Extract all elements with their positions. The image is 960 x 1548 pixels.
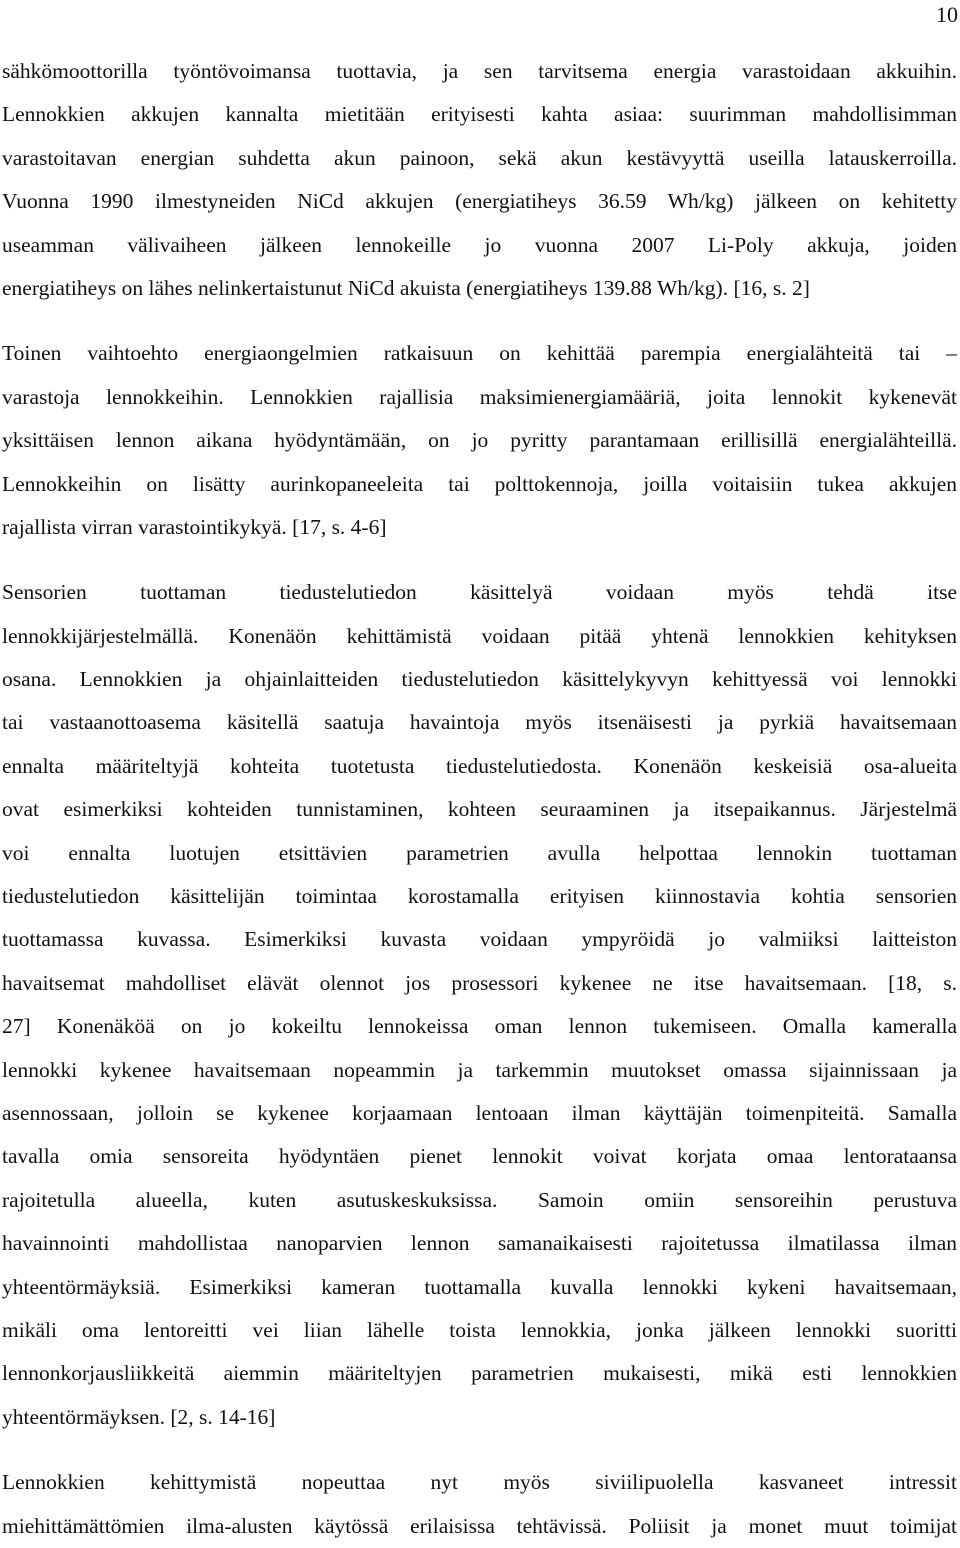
document-body <box>2 50 957 1548</box>
text-line: Lennokkeihin on lisätty aurinkopaneeleita tai polttokennoja, joilla voitaisiin tukea akkujen <box>2 471 957 496</box>
text-line: Toinen vaihtoehto energiaongelmien ratkaisuun on kehittää parempia energialähteitä tai – <box>2 341 957 366</box>
text-line: osana. Lennokkien ja ohjainlaitteiden tiedustelutiedon käsittelykyvyn kehittyessä voi lennokki <box>2 667 957 692</box>
paragraph-gap <box>2 310 957 332</box>
text-line: Vuonna 1990 ilmestyneiden NiCd akkujen (energiatiheys 36.59 Wh/kg) jälkeen on kehitetty <box>2 189 957 214</box>
text-line: ennalta määriteltyjä kohteita tuotetusta tiedustelutiedosta. Konenäön keskeisiä osa-alueita <box>2 753 957 778</box>
text-line: yhteentörmäyksiä. Esimerkiksi kameran tuottamalla kuvalla lennokki kykeni havaitsemaan, <box>2 1274 957 1299</box>
text-line: Sensorien tuottaman tiedustelutiedon käsittelyä voidaan myös tehdä itse <box>2 580 957 605</box>
text-line: useamman välivaiheen jälkeen lennokeille jo vuonna 2007 Li-Poly akkuja, joiden <box>2 232 957 257</box>
paragraph-gap <box>2 1439 957 1461</box>
paragraph-energy-sources <box>2 332 957 549</box>
paragraph-civilian-use <box>2 1461 957 1548</box>
text-line: lennokkijärjestelmällä. Konenäön kehittämistä voidaan pitää yhtenä lennokkien kehityksen <box>2 623 957 648</box>
text-line: rajoitetulla alueella, kuten asutuskeskuksissa. Samoin omiin sensoreihin perustuva <box>2 1187 957 1212</box>
text-line: sähkömoottorilla työntövoimansa tuottavia, ja sen tarvitsema energia varastoidaan akkuihin. <box>2 59 957 83</box>
text-line: rajallista virran varastointikykyä. [17, s. 4-6] <box>2 514 387 539</box>
text-line: energiatiheys on lähes nelinkertaistunut NiCd akuista (energiatiheys 139.88 Wh/kg). [16, s. 2] <box>2 275 810 300</box>
text-line: Lennokkien akkujen kannalta mietitään erityisesti kahta asiaa: suurimman mahdollisimman <box>2 102 957 127</box>
text-line: voi ennalta luotujen etsittävien parametrien avulla helpottaa lennokin tuottaman <box>2 840 957 865</box>
paragraph-gap <box>2 549 957 571</box>
paragraph-computer-vision <box>2 571 957 1439</box>
text-line: asennossaan, jolloin se kykenee korjaamaan lentoaan ilman käyttäjän toimenpiteitä. Samalla <box>2 1100 957 1125</box>
text-line: miehittämättömien ilma-alusten käytössä erilaisissa tehtävissä. Poliisit ja monet muut toimijat <box>2 1513 957 1538</box>
text-line: havaitsemat mahdolliset elävät olennot jos prosessori kykenee ne itse havaitsemaan. [18, s. <box>2 970 957 995</box>
text-line: lennonkorjausliikkeitä aiemmin määriteltyjen parametrien mukaisesti, mikä esti lennokkien <box>2 1361 957 1386</box>
text-line: varastoitavan energian suhdetta akun painoon, sekä akun kestävyyttä useilla latauskerroilla. <box>2 145 957 170</box>
text-line: 27] Konenäköä on jo kokeiltu lennokeissa oman lennon tukemiseen. Omalla kameralla <box>2 1014 957 1039</box>
text-line: lennokki kykenee havaitsemaan nopeammin ja tarkemmin muutokset omassa sijainnissaan ja <box>2 1057 957 1082</box>
paragraph-batteries <box>2 50 957 310</box>
text-line: mikäli oma lentoreitti vei liian lähelle toista lennokkia, jonka jälkeen lennokki suoritti <box>2 1317 957 1342</box>
text-line: tavalla omia sensoreita hyödyntäen pienet lennokit voivat korjata omaa lentorataansa <box>2 1144 957 1169</box>
text-line: yhteentörmäyksen. [2, s. 14-16] <box>2 1404 276 1429</box>
text-line: Lennokkien kehittymistä nopeuttaa nyt myös siviilipuolella kasvaneet intressit <box>2 1470 957 1495</box>
text-line: varastoja lennokkeihin. Lennokkien rajallisia maksimienergiamääriä, joita lennokit kykenevät <box>2 384 957 409</box>
text-line: ovat esimerkiksi kohteiden tunnistaminen, kohteen seuraaminen ja itsepaikannus. Järjestelmä <box>2 797 957 822</box>
page-number: 10 <box>936 2 958 27</box>
text-line: havainnointi mahdollistaa nanoparvien lennon samanaikaisesti rajoitetussa ilmatilassa ilman <box>2 1231 957 1256</box>
text-line: yksittäisen lennon aikana hyödyntämään, on jo pyritty parantamaan erillisillä energialähteillä. <box>2 428 957 453</box>
text-line: tai vastaanottoasema käsitellä saatuja havaintoja myös itsenäisesti ja pyrkiä havaitsemaan <box>2 710 957 735</box>
text-line: tuottamassa kuvassa. Esimerkiksi kuvasta voidaan ympyröidä jo valmiiksi laitteiston <box>2 927 957 952</box>
text-line: tiedustelutiedon käsittelijän toimintaa korostamalla erityisen kiinnostavia kohtia sensorien <box>2 884 957 909</box>
